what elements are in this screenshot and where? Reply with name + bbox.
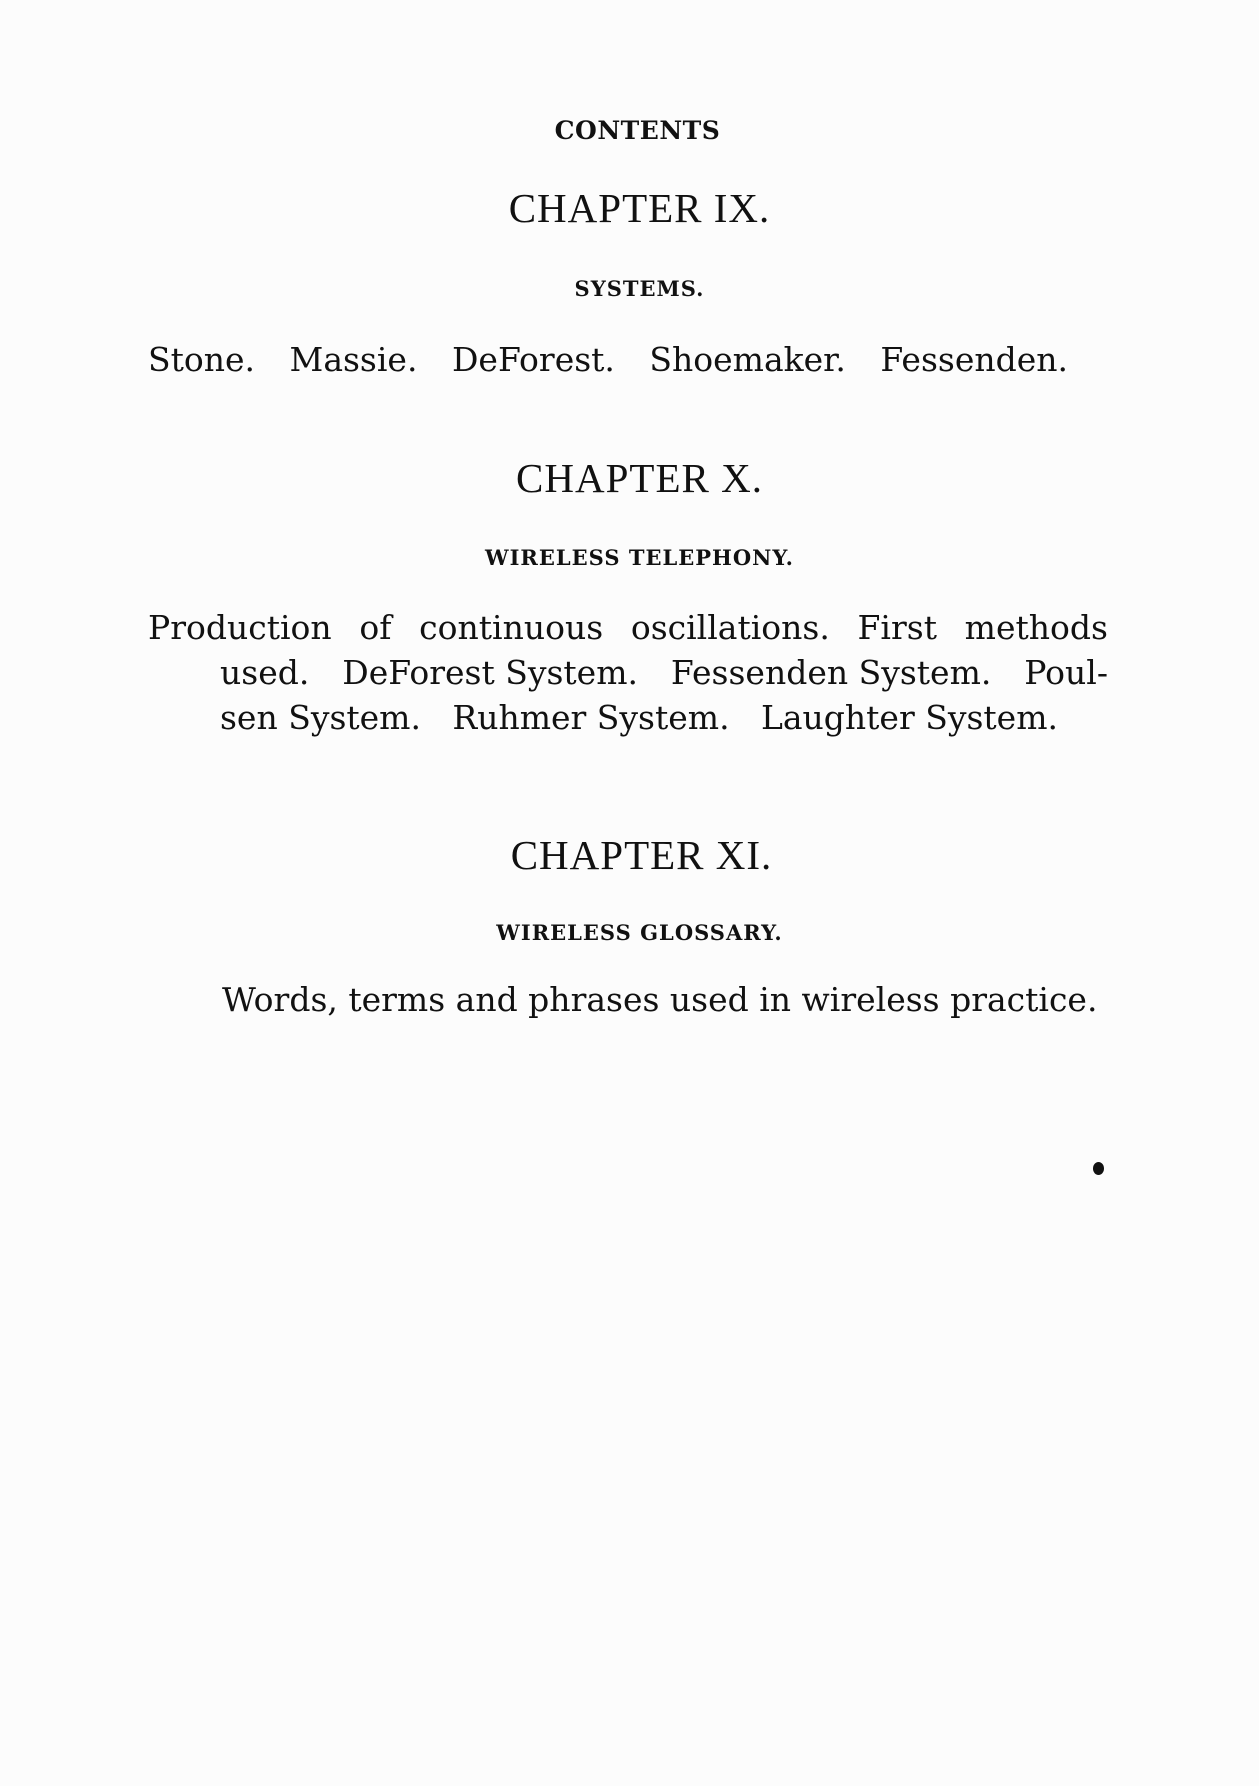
entry-deforest: DeForest. <box>451 340 615 379</box>
chapter-ix-entries <box>148 340 1068 379</box>
running-head: CONTENTS <box>554 116 721 145</box>
word: First <box>857 608 937 647</box>
entry-massie: Massie. <box>289 340 418 379</box>
chapter-xi-text: Words, terms and phrases used in wireless practice. <box>222 980 1098 1019</box>
phrase: Laughter System. <box>760 698 1058 737</box>
phrase: Poul- <box>1024 653 1108 692</box>
phrase: DeForest System. <box>342 653 638 692</box>
word: of <box>359 608 392 647</box>
phrase: sen System. <box>220 698 421 737</box>
chapter-x-line-3 <box>220 698 1058 737</box>
chapter-ix-subtitle: SYSTEMS. <box>574 276 705 301</box>
word: continuous <box>419 608 604 647</box>
entry-fessenden: Fessenden. <box>880 340 1068 379</box>
entry-shoemaker: Shoemaker. <box>649 340 846 379</box>
chapter-x-subtitle: WIRELESS TELEPHONY. <box>485 545 794 570</box>
entry-stone: Stone. <box>148 340 256 379</box>
chapter-xi-subtitle: WIRELESS GLOSSARY. <box>496 920 783 945</box>
chapter-x-title: CHAPTER X. <box>516 455 763 501</box>
phrase: Fessenden System. <box>670 653 992 692</box>
word: methods <box>964 608 1108 647</box>
chapter-x-line-1 <box>148 608 1108 647</box>
phrase: used. <box>220 653 310 692</box>
ink-spot <box>1093 1162 1104 1175</box>
chapter-ix-title: CHAPTER IX. <box>508 185 771 231</box>
chapter-x-line-2 <box>220 653 1108 692</box>
word: oscillations. <box>630 608 830 647</box>
chapter-xi-title: CHAPTER XI. <box>510 832 773 878</box>
word: Production <box>148 608 332 647</box>
phrase: Ruhmer System. <box>452 698 730 737</box>
